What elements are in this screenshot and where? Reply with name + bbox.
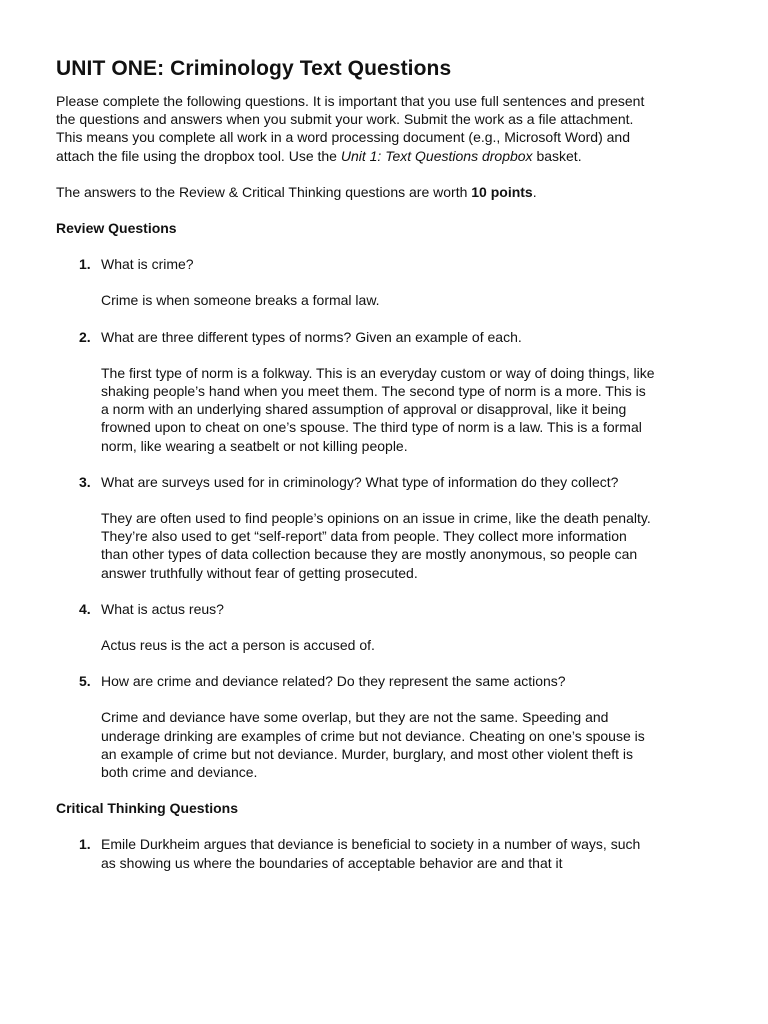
review-questions-list [56, 255, 656, 781]
review-question-item [56, 328, 656, 455]
points-text-after: . [532, 183, 537, 200]
answer-text: Crime and deviance have some overlap, but they are not the same. Speeding and underage drinking are examples of crime but not deviance. Cheating on one’s spouse is an example of crime but not deviance. Murder, burglary, and most other violent theft is both crime and deviance. [101, 709, 645, 781]
answer-text: They are often used to find people’s opinions on an issue in crime, like the death penalty. They’re also used to get “self-report” data from people. They collect more information than other types of data collection because they are mostly anonymous, so people can answer truthfully without fear of getting prosecuted. [101, 510, 651, 581]
critical-thinking-heading: Critical Thinking Questions [56, 800, 239, 817]
question-text: What are three different types of norms? Given an example of each. [101, 328, 522, 345]
question-text: Emile Durkheim argues that deviance is beneficial to society in a number of ways, such as showing us where the boundaries of acceptable behavior are and that it [101, 836, 641, 871]
points-paragraph [56, 183, 656, 201]
question-text: What is actus reus? [101, 600, 224, 617]
question-number: 2. [79, 328, 91, 345]
question-number: 5. [79, 673, 91, 690]
page-title: UNIT ONE: Criminology Text Questions [56, 57, 452, 80]
critical-question-item [56, 835, 656, 871]
review-questions-heading: Review Questions [56, 220, 177, 237]
question-number: 4. [79, 600, 91, 617]
answer-text: The first type of norm is a folkway. This is an everyday custom or way of doing things, like shaking people’s hand when you meet them. The second type of norm is a more. This is a norm with an underlying shared assumption of approval or disapproval, like it being frowned upon to cheat on one’s spouse. The third type of norm is a law. This is a formal norm, like wearing a seatbelt or not killing people. [101, 364, 655, 454]
document-page [56, 56, 656, 872]
review-question-item [56, 255, 656, 309]
intro-text-1: Please complete the following questions. It is important that you use full sentences and present the questions and answers when you submit your work. Submit the work as a file attachment. This means you complete all work in a word processing document (e.g., Microsoft Word) and attach the file using the dropbox tool. Use the [56, 93, 645, 164]
question-text: How are crime and deviance related? Do they represent the same actions? [101, 673, 566, 690]
critical-questions-list [56, 835, 656, 871]
question-text: What are surveys used for in criminology? What type of information do they collect? [101, 473, 619, 490]
intro-paragraph [56, 92, 656, 165]
points-value: 10 points [471, 183, 533, 200]
intro-text-2: basket. [532, 147, 582, 164]
review-question-item [56, 672, 656, 781]
intro-dropbox-name: Unit 1: Text Questions dropbox [340, 147, 533, 164]
question-number: 1. [79, 256, 91, 273]
review-question-item [56, 600, 656, 654]
question-text: What is crime? [101, 256, 194, 273]
points-text-before: The answers to the Review & Critical Thinking questions are worth [56, 183, 472, 200]
question-number: 1. [79, 836, 91, 853]
answer-text: Actus reus is the act a person is accused of. [101, 637, 375, 654]
review-question-item [56, 473, 656, 582]
question-number: 3. [79, 473, 91, 490]
answer-text: Crime is when someone breaks a formal law. [101, 292, 380, 309]
